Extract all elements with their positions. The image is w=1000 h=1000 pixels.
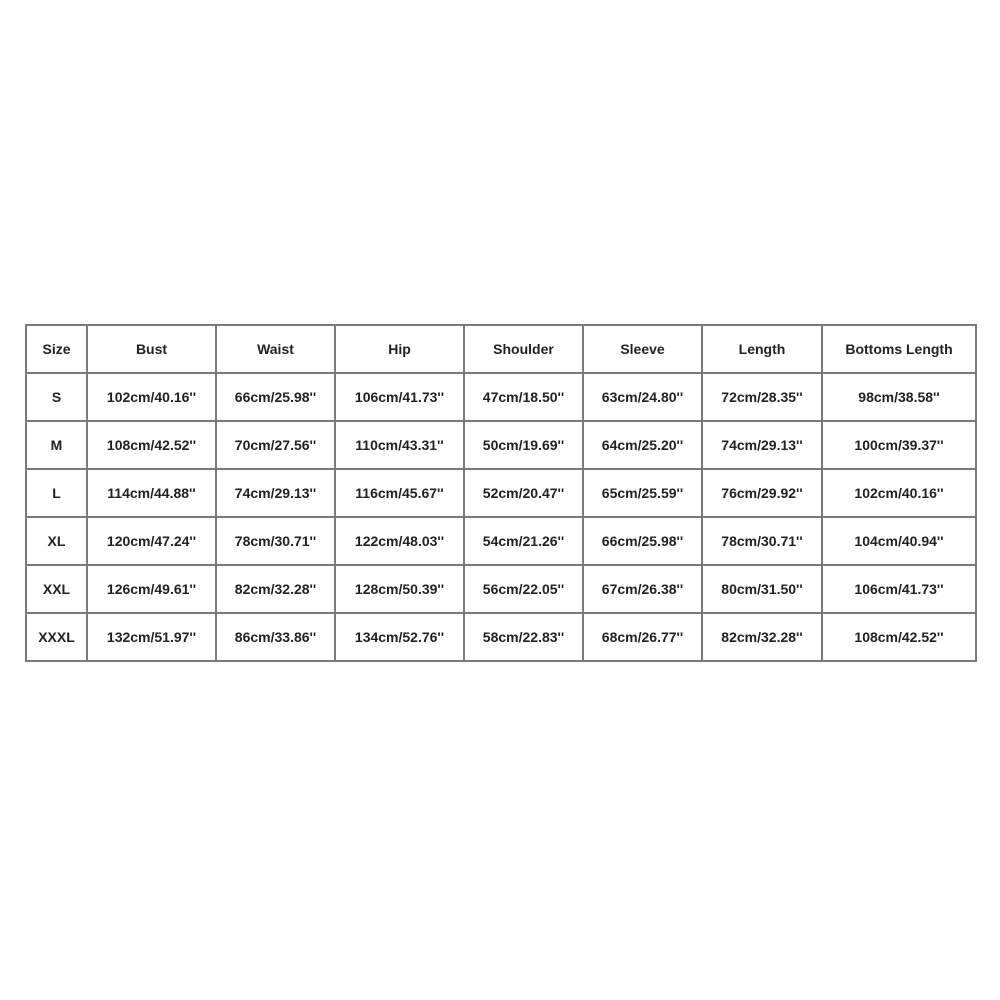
- size-cell: S: [26, 373, 87, 421]
- header-size: Size: [26, 325, 87, 373]
- sleeve-cell: 63cm/24.80'': [583, 373, 702, 421]
- size-cell: XL: [26, 517, 87, 565]
- waist-cell: 66cm/25.98'': [216, 373, 335, 421]
- hip-cell: 134cm/52.76'': [335, 613, 464, 661]
- size-cell: XXXL: [26, 613, 87, 661]
- size-chart-table: [25, 324, 977, 662]
- table-row: [26, 373, 976, 421]
- header-row: [26, 325, 976, 373]
- bottoms-length-cell: 98cm/38.58'': [822, 373, 976, 421]
- hip-cell: 116cm/45.67'': [335, 469, 464, 517]
- bottoms-length-cell: 102cm/40.16'': [822, 469, 976, 517]
- bust-cell: 102cm/40.16'': [87, 373, 216, 421]
- bust-cell: 132cm/51.97'': [87, 613, 216, 661]
- length-cell: 78cm/30.71'': [702, 517, 822, 565]
- bust-cell: 114cm/44.88'': [87, 469, 216, 517]
- header-waist: Waist: [216, 325, 335, 373]
- header-sleeve: Sleeve: [583, 325, 702, 373]
- length-cell: 72cm/28.35'': [702, 373, 822, 421]
- size-cell: XXL: [26, 565, 87, 613]
- header-bust: Bust: [87, 325, 216, 373]
- bust-cell: 120cm/47.24'': [87, 517, 216, 565]
- waist-cell: 70cm/27.56'': [216, 421, 335, 469]
- bust-cell: 126cm/49.61'': [87, 565, 216, 613]
- size-cell: M: [26, 421, 87, 469]
- sleeve-cell: 66cm/25.98'': [583, 517, 702, 565]
- header-hip: Hip: [335, 325, 464, 373]
- table-row: [26, 469, 976, 517]
- shoulder-cell: 58cm/22.83'': [464, 613, 583, 661]
- hip-cell: 122cm/48.03'': [335, 517, 464, 565]
- length-cell: 82cm/32.28'': [702, 613, 822, 661]
- sleeve-cell: 65cm/25.59'': [583, 469, 702, 517]
- table-row: [26, 613, 976, 661]
- shoulder-cell: 47cm/18.50'': [464, 373, 583, 421]
- length-cell: 76cm/29.92'': [702, 469, 822, 517]
- sleeve-cell: 68cm/26.77'': [583, 613, 702, 661]
- size-cell: L: [26, 469, 87, 517]
- length-cell: 74cm/29.13'': [702, 421, 822, 469]
- shoulder-cell: 50cm/19.69'': [464, 421, 583, 469]
- bottoms-length-cell: 106cm/41.73'': [822, 565, 976, 613]
- table-row: [26, 565, 976, 613]
- hip-cell: 110cm/43.31'': [335, 421, 464, 469]
- bottoms-length-cell: 108cm/42.52'': [822, 613, 976, 661]
- waist-cell: 78cm/30.71'': [216, 517, 335, 565]
- hip-cell: 128cm/50.39'': [335, 565, 464, 613]
- length-cell: 80cm/31.50'': [702, 565, 822, 613]
- bust-cell: 108cm/42.52'': [87, 421, 216, 469]
- header-shoulder: Shoulder: [464, 325, 583, 373]
- shoulder-cell: 56cm/22.05'': [464, 565, 583, 613]
- waist-cell: 74cm/29.13'': [216, 469, 335, 517]
- bottoms-length-cell: 100cm/39.37'': [822, 421, 976, 469]
- header-bottoms-length: Bottoms Length: [822, 325, 976, 373]
- sleeve-cell: 67cm/26.38'': [583, 565, 702, 613]
- bottoms-length-cell: 104cm/40.94'': [822, 517, 976, 565]
- shoulder-cell: 52cm/20.47'': [464, 469, 583, 517]
- waist-cell: 82cm/32.28'': [216, 565, 335, 613]
- shoulder-cell: 54cm/21.26'': [464, 517, 583, 565]
- table-row: [26, 517, 976, 565]
- hip-cell: 106cm/41.73'': [335, 373, 464, 421]
- header-length: Length: [702, 325, 822, 373]
- table-row: [26, 421, 976, 469]
- sleeve-cell: 64cm/25.20'': [583, 421, 702, 469]
- waist-cell: 86cm/33.86'': [216, 613, 335, 661]
